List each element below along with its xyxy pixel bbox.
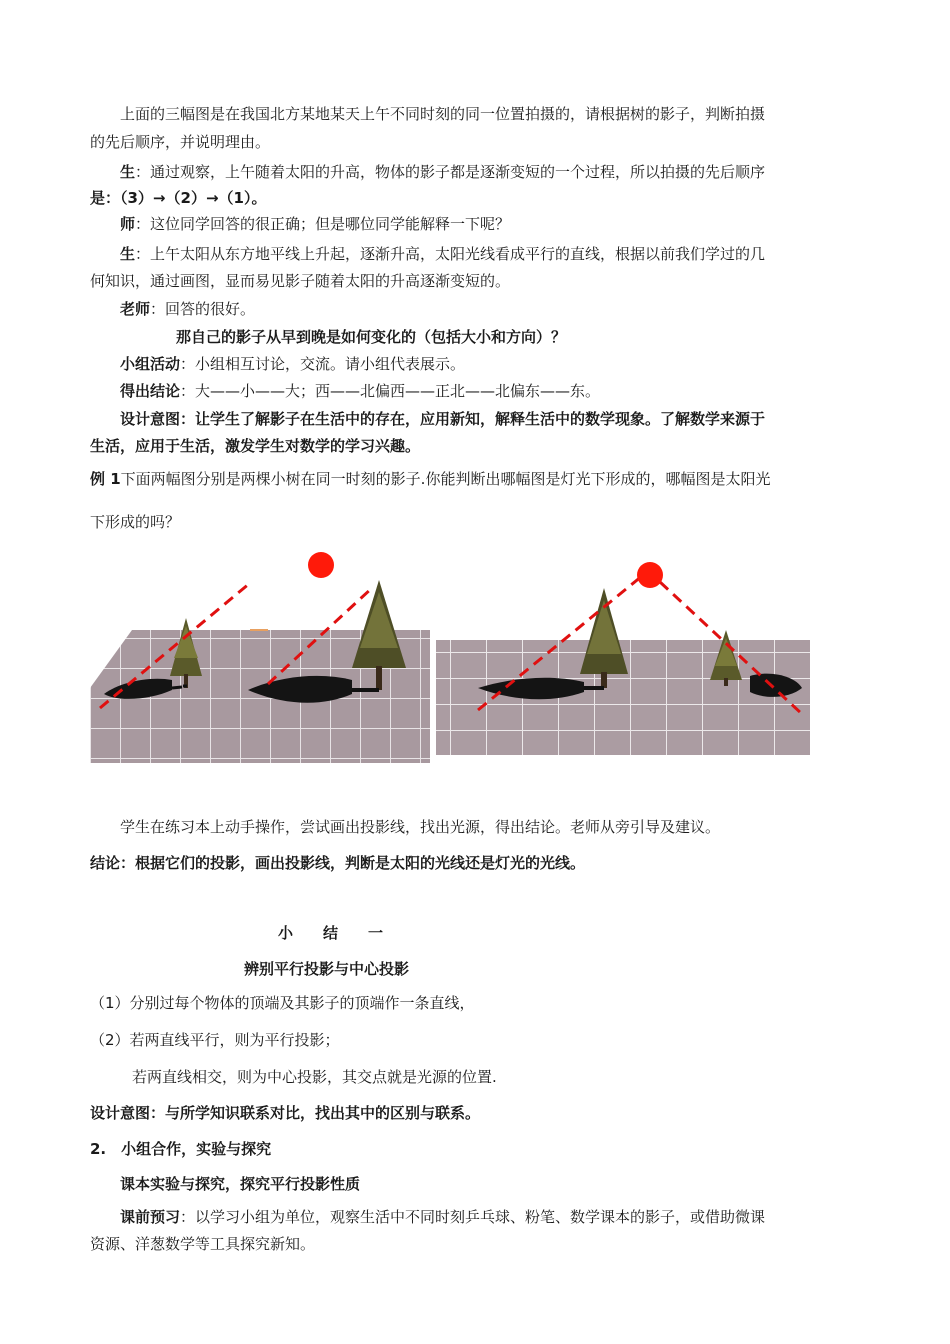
student-answer-2-cont: 何知识，通过画图，显而易见影子随着太阳的升高逐渐变短的。 xyxy=(90,272,511,290)
shadow-figure-svg xyxy=(90,548,810,763)
speaker-label: 生 xyxy=(120,245,136,263)
example-text: 下面两幅图分别是两棵小树在同一时刻的影子.你能判断出哪幅图是灯光下形成的，哪幅图是太阳光 xyxy=(120,470,771,488)
speaker-label: 生 xyxy=(120,163,136,181)
activity-label: 小组活动 xyxy=(120,355,181,373)
summary-step-3: 若两直线相交，则为中心投影，其交点就是光源的位置. xyxy=(132,1068,497,1086)
preview-cont: 资源、洋葱数学等工具探究新知。 xyxy=(90,1235,316,1253)
summary-title: 小 结 一 xyxy=(278,924,384,942)
right-scene xyxy=(436,562,810,755)
example-1 xyxy=(90,469,770,489)
teacher-reply-2 xyxy=(120,299,255,319)
answer-text: ：通过观察，上午随着太阳的升高，物体的影子都是逐渐变短的一个过程，所以拍摄的先后顺序 xyxy=(135,163,766,181)
answer-text: ：上午太阳从东方地平线上升起，逐渐升高，太阳光线看成平行的直线，根据以前我们学过的几 xyxy=(135,245,766,263)
conclusion-1 xyxy=(120,381,600,401)
student-answer-2 xyxy=(120,244,765,264)
student-answer-1 xyxy=(120,162,765,182)
conclusion-label: 得出结论 xyxy=(120,382,181,400)
activity-text: ：小组相互讨论，交流。请小组代表展示。 xyxy=(180,355,466,373)
shadow-figure xyxy=(90,548,810,763)
practice: 学生在练习本上动手操作，尝试画出投影线，找出光源，得出结论。老师从旁引导及建议。 xyxy=(120,818,721,836)
design-intent-1-line-1: 设计意图：让学生了解影子在生活中的存在，应用新知，解释生活中的数学现象。了解数学来源于 xyxy=(120,410,766,428)
preview xyxy=(120,1207,765,1227)
teacher-reply-1 xyxy=(120,214,510,234)
preview-label: 课前预习 xyxy=(120,1208,181,1226)
student-answer-1-cont: 是：（3）→（2）→（1）。 xyxy=(90,189,267,207)
summary-step-2: （2）若两直线平行，则为平行投影； xyxy=(90,1031,340,1049)
design-intent-1-line-2: 生活，应用于生活，激发学生对数学的学习兴趣。 xyxy=(90,437,421,455)
example-label: 例 1 xyxy=(90,470,121,488)
group-activity xyxy=(120,354,465,374)
design-intent-2: 设计意图：与所学知识联系对比，找出其中的区别与联系。 xyxy=(90,1104,481,1122)
intro-line-1: 上面的三幅图是在我国北方某地某天上午不同时刻的同一位置拍摄的，请根据树的影子，判断拍摄 xyxy=(120,105,766,123)
summary-subtitle: 辨别平行投影与中心投影 xyxy=(244,960,410,978)
section-2-heading: 2. 小组合作，实验与探究 xyxy=(90,1140,272,1158)
summary-step-1: （1）分别过每个物体的顶端及其影子的顶端作一条直线， xyxy=(90,994,475,1012)
left-scene xyxy=(90,552,430,763)
reply-text: ：这位同学回答的很正确；但是哪位同学能解释一下呢？ xyxy=(135,215,511,233)
sun-icon xyxy=(637,562,663,588)
speaker-label: 师 xyxy=(120,215,136,233)
lamp-icon xyxy=(308,552,334,578)
section-2-subheading: 课本实验与探究，探究平行投影性质 xyxy=(120,1175,361,1193)
conclusion-text: ：大——小——大；西——北偏西——正北——北偏东——东。 xyxy=(180,382,601,400)
reply-text: ：回答的很好。 xyxy=(150,300,256,318)
speaker-label: 老师 xyxy=(120,300,151,318)
example-1-cont: 下形成的吗？ xyxy=(90,513,181,531)
preview-text: ：以学习小组为单位，观察生活中不同时刻乒乓球、粉笔、数学课本的影子，或借助微课 xyxy=(180,1208,766,1226)
tree-icon xyxy=(580,588,628,688)
question: 那自己的影子从早到晚是如何变化的（包括大小和方向）？ xyxy=(176,328,567,346)
conclusion-2: 结论：根据它们的投影，画出投影线，判断是太阳的光线还是灯光的光线。 xyxy=(90,854,586,872)
intro-line-2: 的先后顺序，并说明理由。 xyxy=(90,133,271,151)
